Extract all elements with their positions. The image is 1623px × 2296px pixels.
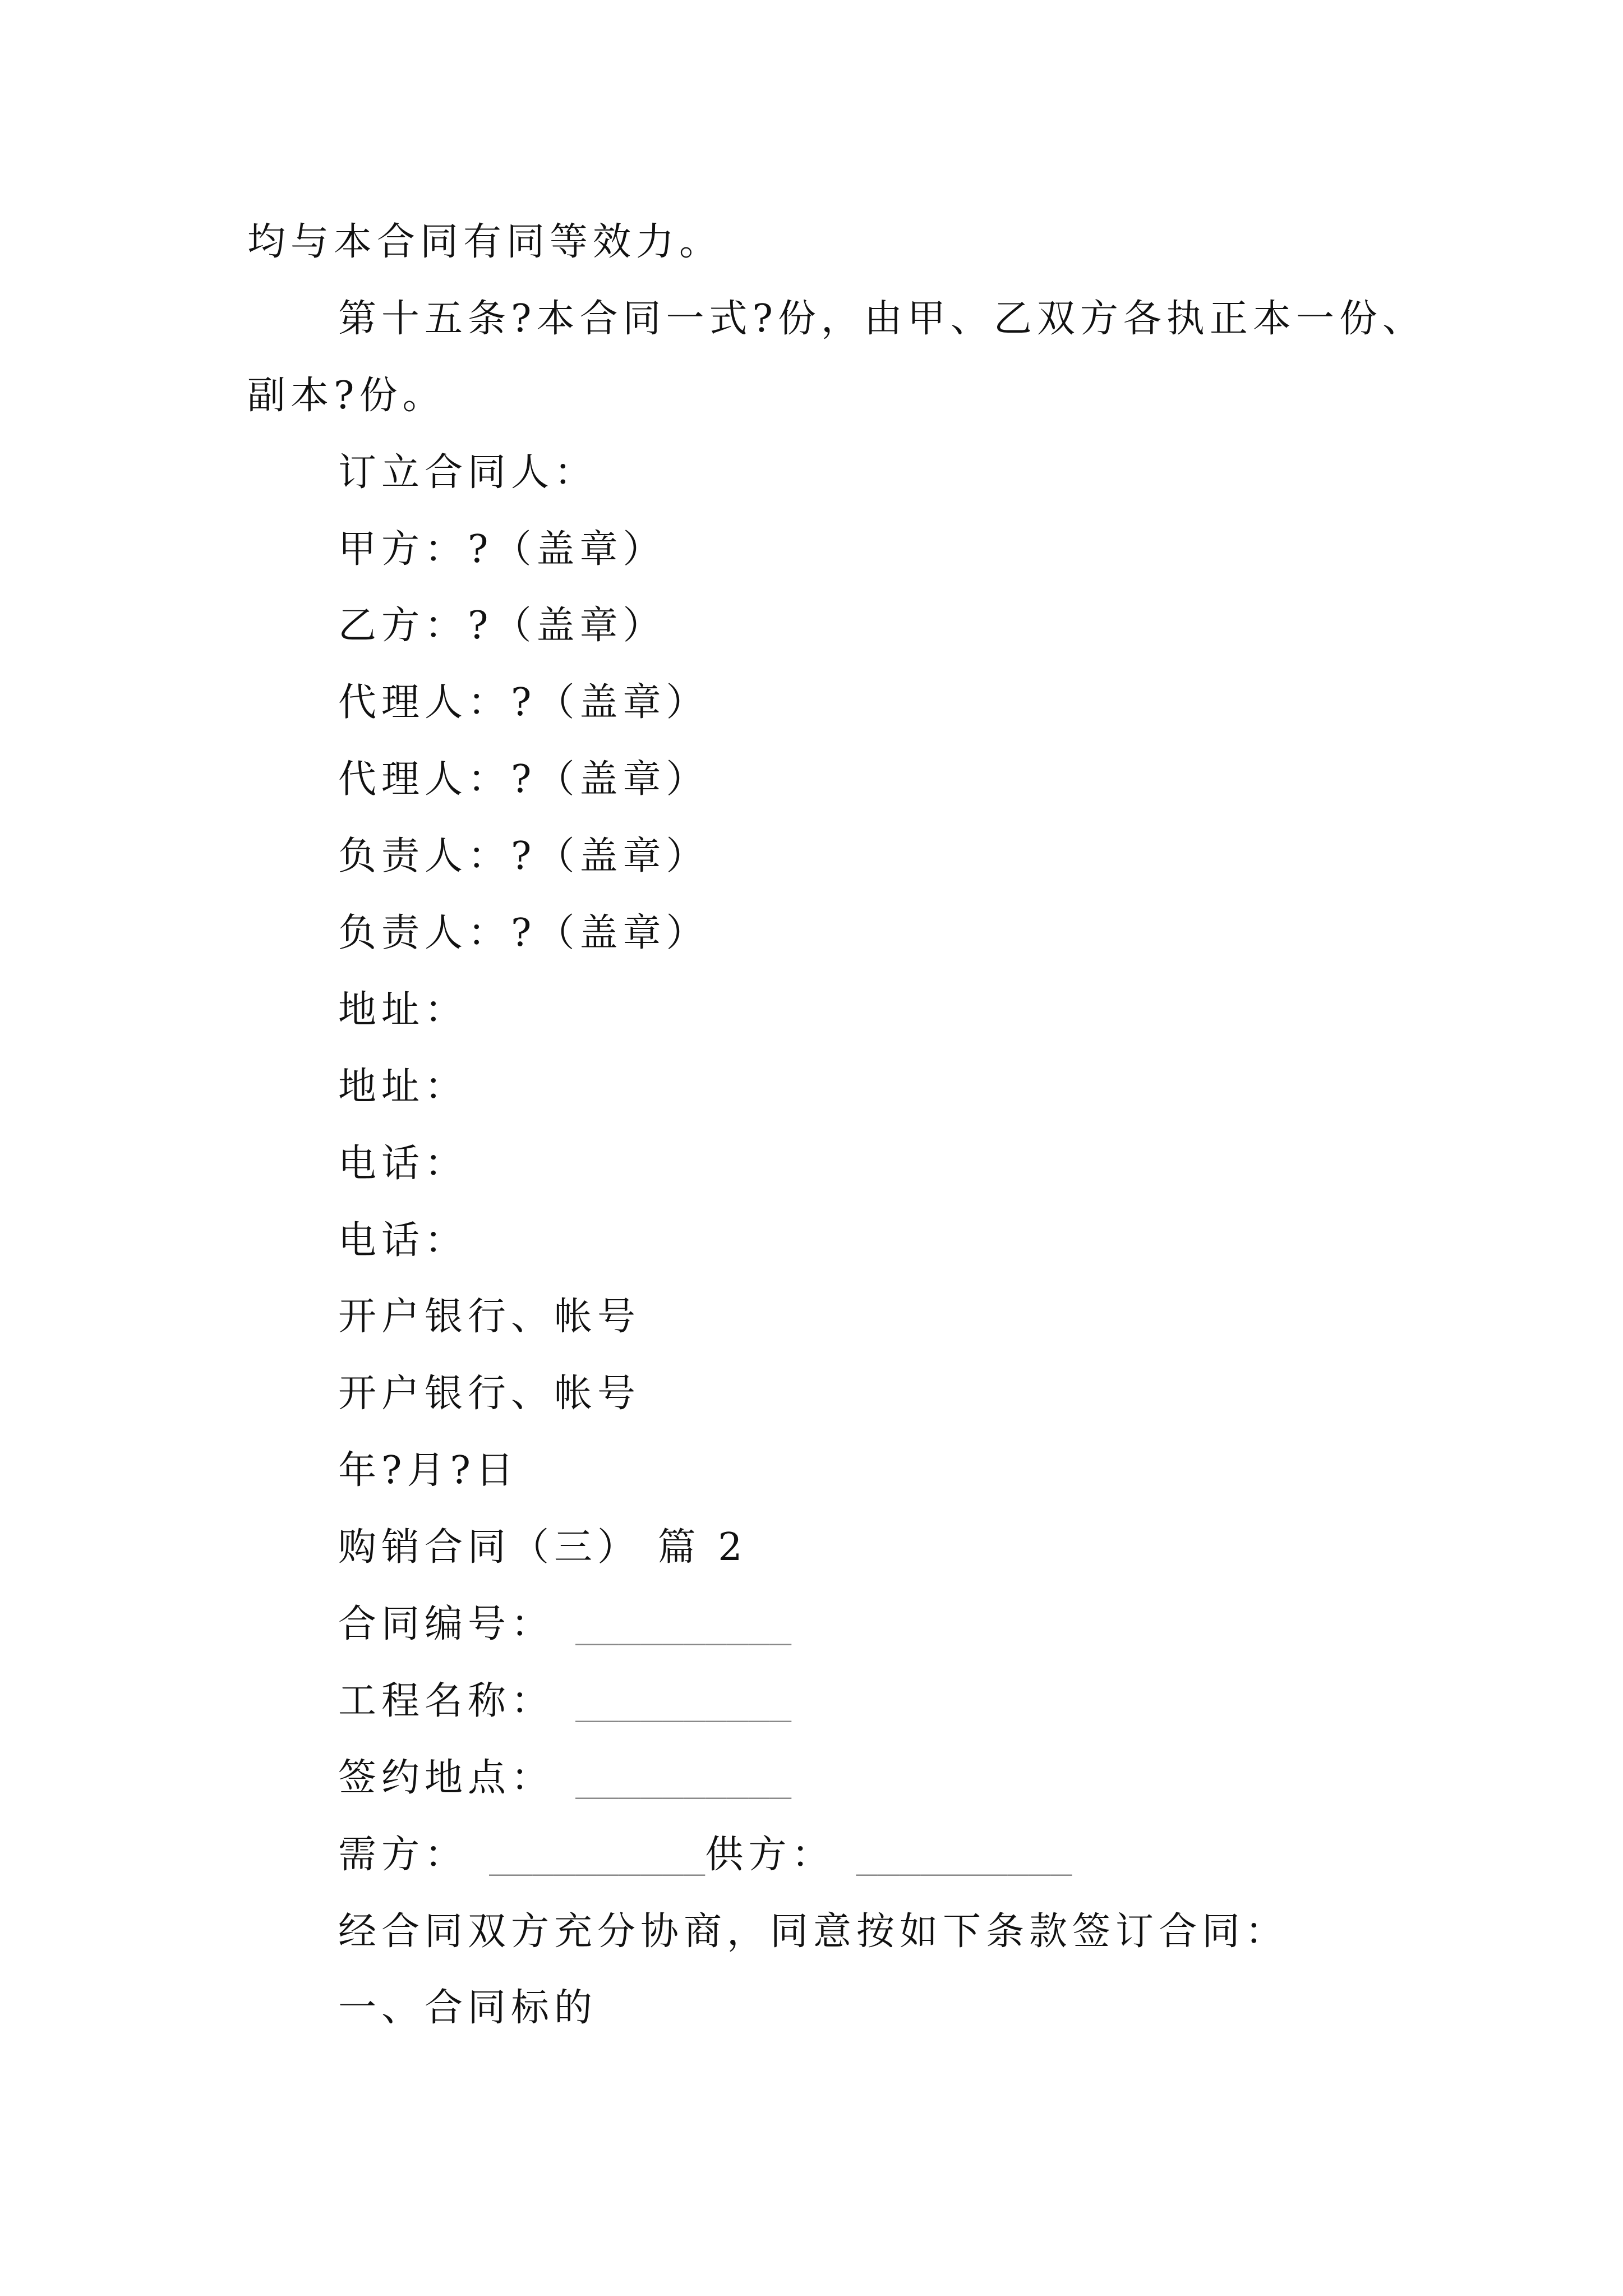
supplier-blank: __________: [856, 1834, 1072, 1876]
document-line: 均与本合同有同等效力。: [247, 220, 723, 264]
agent-seal-line: 代理人：?（盖章）: [338, 757, 709, 802]
address-line: 地址：: [338, 1064, 468, 1109]
supplier-label: 供方：: [705, 1832, 835, 1877]
agent-seal-line: 代理人：?（盖章）: [338, 680, 709, 725]
section-title: 购销合同（三） 篇 2: [338, 1525, 748, 1570]
document-line: 副本?份。: [247, 373, 446, 418]
principal-seal-line: 负责人：?（盖章）: [338, 911, 709, 956]
parties-row: [0, 1817, 1623, 1894]
project-name-row: [0, 1663, 1623, 1740]
phone-line: 电话：: [338, 1218, 468, 1263]
buyer-label: 需方：: [338, 1832, 468, 1877]
agreement-intro-line: 经合同双方充分协商，同意按如下条款签订合同：: [338, 1909, 1289, 1954]
principal-seal-line: 负责人：?（盖章）: [338, 834, 709, 879]
document-line: 第十五条?本合同一式?份，由甲、乙双方各执正本一份、: [338, 296, 1426, 341]
contract-number-row: [0, 1586, 1623, 1663]
contract-number-blank: __________: [575, 1604, 792, 1646]
party-a-seal-line: 甲方：?（盖章）: [338, 527, 666, 572]
signing-place-blank: __________: [575, 1757, 792, 1800]
contract-number-label: 合同编号：: [338, 1602, 555, 1647]
signing-place-row: [0, 1740, 1623, 1817]
project-name-blank: __________: [575, 1681, 792, 1723]
date-line: 年?月?日: [338, 1448, 519, 1493]
address-line: 地址：: [338, 987, 468, 1032]
signing-place-label: 签约地点：: [338, 1755, 555, 1800]
bank-account-line: 开户银行、帐号: [338, 1372, 641, 1416]
clause-heading: 一、合同标的: [338, 1986, 598, 2031]
signatories-heading: 订立合同人：: [338, 450, 598, 495]
phone-line: 电话：: [338, 1141, 468, 1186]
project-name-label: 工程名称：: [338, 1678, 555, 1723]
bank-account-line: 开户银行、帐号: [338, 1295, 641, 1340]
buyer-blank: __________: [489, 1834, 706, 1876]
party-b-seal-line: 乙方：?（盖章）: [338, 604, 666, 648]
document-body: [0, 204, 1623, 2047]
